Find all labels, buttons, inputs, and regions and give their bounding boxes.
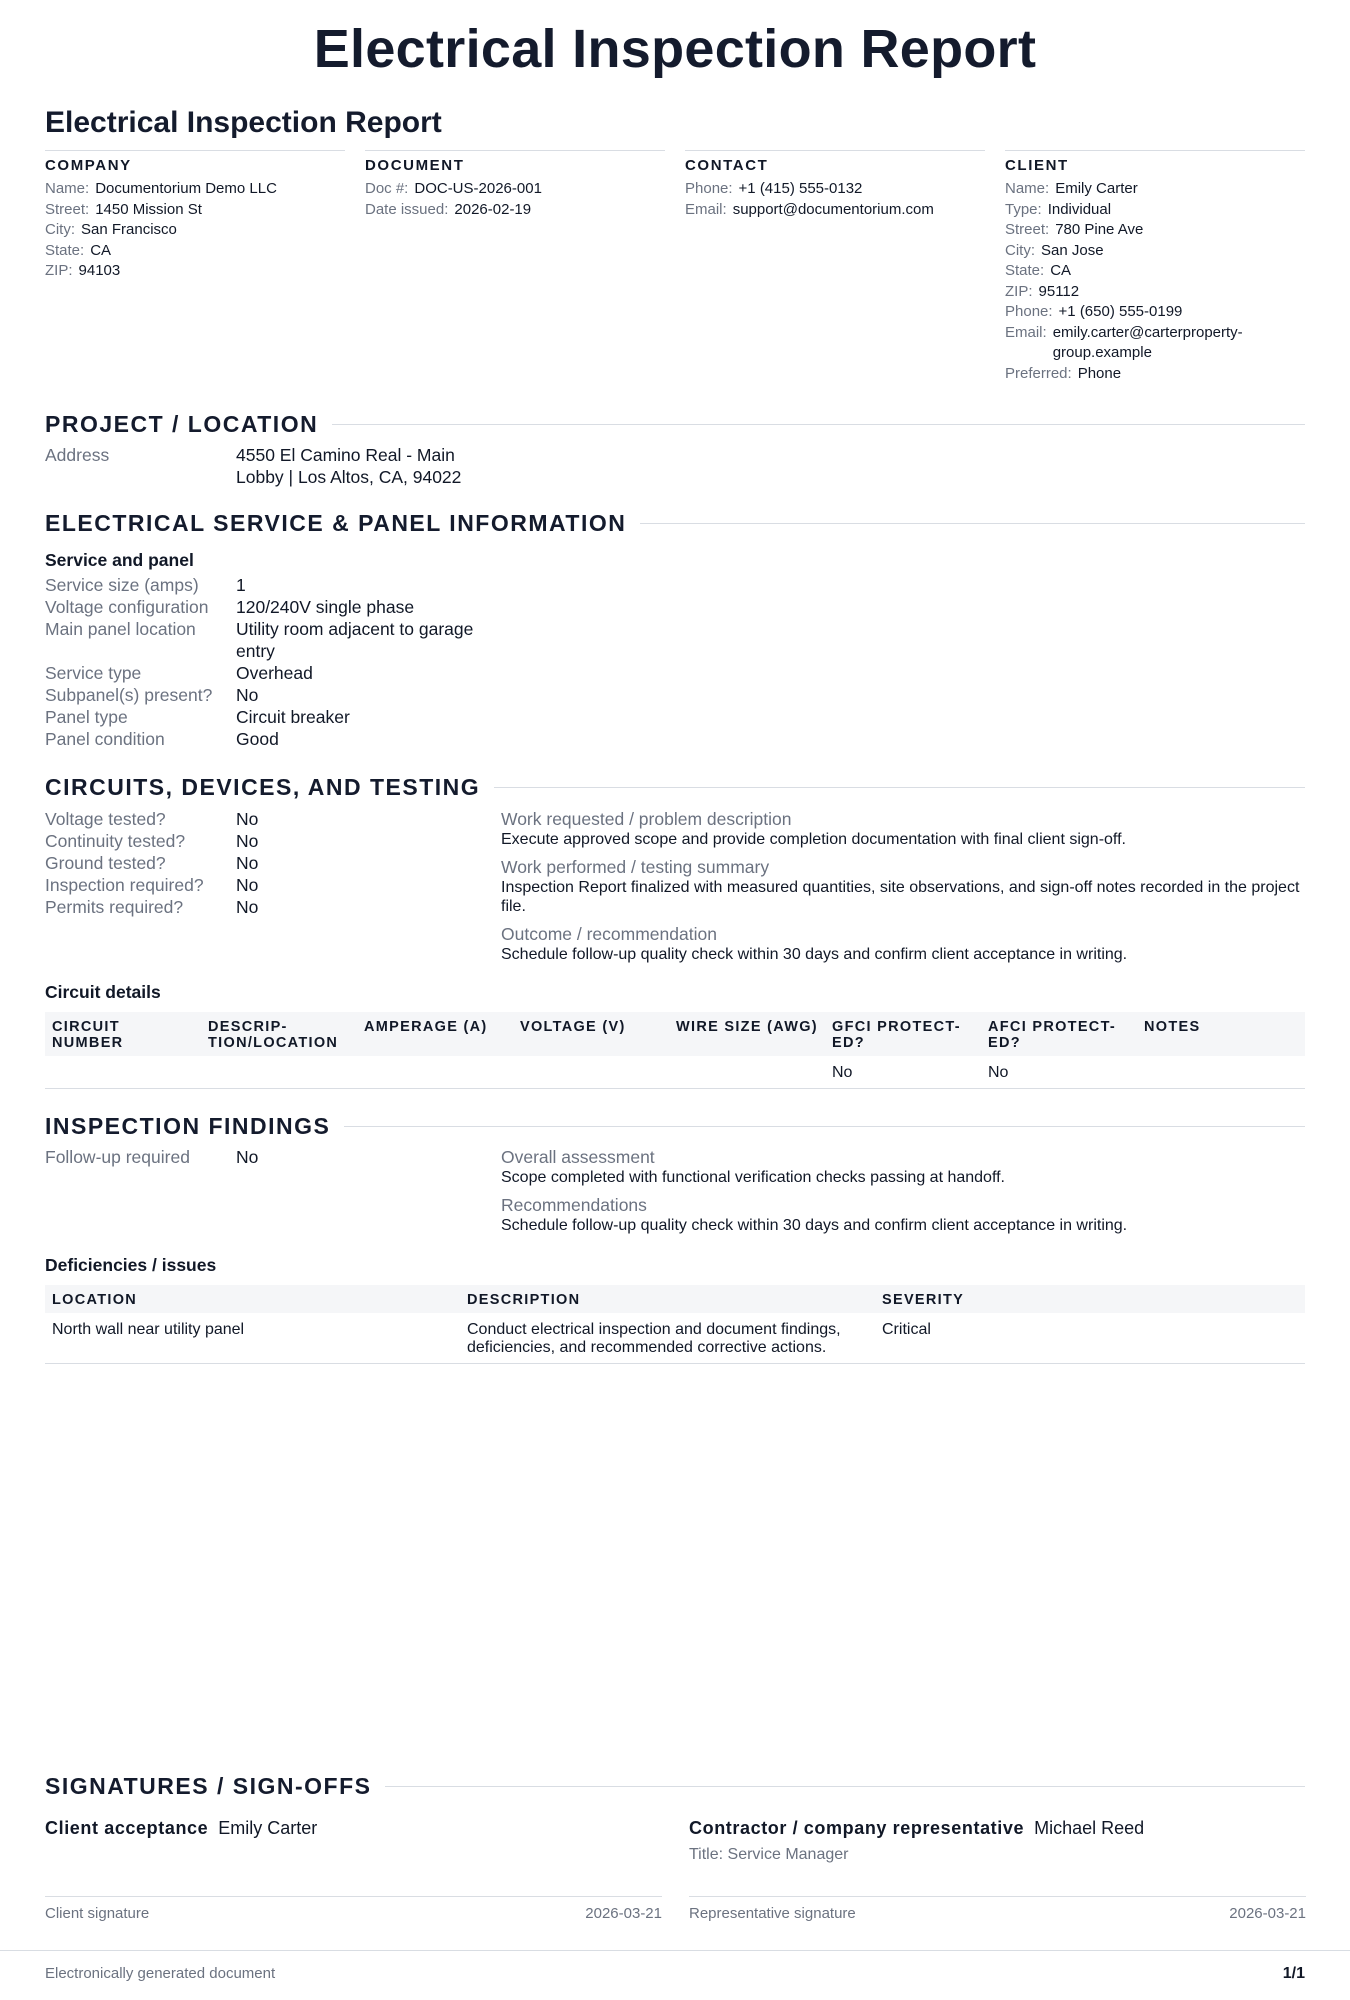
client-city-row [1005, 241, 1305, 262]
work-requested-text: Execute approved scope and provide completion documentation with final client sign-off. [501, 831, 1126, 848]
contractor-role-label: Contractor / company representative [689, 1818, 1025, 1838]
contact-email-value: support@documentorium.com [732, 200, 934, 218]
continuity-tested-value: No [236, 831, 259, 851]
notes-cell [1137, 1056, 1305, 1089]
ground-tested-label: Ground tested? [45, 853, 166, 873]
amperage-cell [357, 1056, 513, 1089]
testing-fields [45, 808, 498, 918]
permits-required-row [45, 896, 498, 918]
inspection-required-label: Inspection required? [45, 875, 204, 895]
findings-section-heading [45, 1113, 1305, 1140]
circuit-notes [501, 808, 1306, 971]
ground-tested-value: No [236, 853, 259, 873]
date-issued-row [365, 200, 665, 221]
signatures-heading-text: SIGNATURES / SIGN-OFFS [45, 1773, 372, 1799]
client-zip-label: ZIP: [1005, 282, 1033, 300]
page-footer [0, 1950, 1350, 1982]
client-city-value: San Jose [1041, 241, 1104, 259]
date-issued-label: Date issued: [365, 200, 449, 218]
signatures-section-heading [45, 1773, 1305, 1800]
representative-signature-label: Representative signature [689, 1905, 856, 1922]
section-rule [494, 787, 1305, 788]
service-fields [45, 574, 498, 750]
continuity-tested-row [45, 830, 498, 852]
doc-number-label: Doc #: [365, 180, 409, 197]
amperage-header: AMPERAGE (A) [357, 1012, 513, 1056]
service-size-row [45, 574, 498, 596]
client-phone-value: +1 (650) 555-0199 [1058, 303, 1183, 320]
report-subtitle: Electrical Inspection Report [45, 106, 442, 139]
client-state-row [1005, 261, 1305, 282]
circuit-number-cell [45, 1056, 201, 1089]
gfci-cell: No [825, 1056, 981, 1089]
company-state-value: CA [90, 241, 112, 259]
description-location-cell [201, 1056, 357, 1089]
client-signature-block [45, 1818, 662, 1839]
work-requested-label: Work requested / problem description [501, 809, 792, 829]
voltage-header: VOLTAGE (V) [513, 1012, 669, 1056]
afci-header: AFCI PROTECT-ED? [981, 1012, 1137, 1056]
client-state-value: CA [1050, 262, 1072, 279]
voltage-tested-row [45, 808, 498, 830]
project-section-heading [45, 411, 1305, 438]
company-name-label: Name: [45, 180, 90, 197]
client-street-row [1005, 220, 1305, 241]
company-column [45, 150, 345, 384]
contact-email-row [685, 200, 985, 221]
service-type-value: Overhead [236, 663, 313, 683]
client-type-value: Individual [1047, 200, 1112, 218]
date-issued-value: 2026-02-19 [454, 200, 532, 218]
client-phone-label: Phone: [1005, 303, 1053, 320]
client-street-label: Street: [1005, 221, 1050, 238]
service-size-value: 1 [236, 575, 246, 595]
client-signature-line [45, 1896, 662, 1922]
company-name-value: Documentorium Demo LLC [95, 180, 277, 197]
client-type-row [1005, 200, 1305, 221]
project-address-label: Address [45, 445, 110, 465]
client-city-label: City: [1005, 241, 1035, 259]
panel-type-value: Circuit breaker [236, 707, 350, 727]
service-type-label: Service type [45, 663, 142, 683]
representative-signature-date: 2026-03-21 [1229, 1905, 1306, 1922]
client-type-label: Type: [1005, 200, 1042, 218]
document-column [365, 150, 665, 384]
circuit-number-header: CIRCUIT NUMBER [45, 1012, 201, 1056]
circuit-details-table [45, 1012, 1305, 1089]
ground-tested-row [45, 852, 498, 874]
document-title: Electrical Inspection Report [313, 19, 1037, 79]
project-address-row [45, 444, 498, 488]
document-heading: DOCUMENT [365, 157, 465, 174]
voltage-cell [513, 1056, 669, 1089]
panel-type-row [45, 706, 498, 728]
panel-type-label: Panel type [45, 707, 128, 727]
permits-required-label: Permits required? [45, 897, 184, 917]
project-heading-text: PROJECT / LOCATION [45, 411, 319, 437]
service-section-heading [45, 510, 1305, 537]
doc-number-row [365, 179, 665, 200]
client-phone-row [1005, 302, 1305, 323]
subpanel-value: No [236, 685, 259, 705]
contact-heading: CONTACT [685, 157, 769, 174]
client-heading: CLIENT [1005, 157, 1069, 174]
inspection-required-row [45, 874, 498, 896]
voltage-config-value: 120/240V single phase [236, 597, 415, 617]
company-city-label: City: [45, 221, 75, 238]
circuit-table-header-row [45, 1012, 1305, 1056]
contact-phone-value: +1 (415) 555-0132 [738, 180, 863, 197]
location-cell: North wall near utility panel [45, 1313, 460, 1364]
client-name-label: Name: [1005, 180, 1050, 197]
severity-header: SEVERITY [875, 1285, 1305, 1313]
overall-assessment-label: Overall assessment [501, 1147, 655, 1167]
client-preferred-value: Phone [1077, 364, 1122, 382]
contact-phone-label: Phone: [685, 180, 733, 197]
wire-size-header: WIRE SIZE (AWG) [669, 1012, 825, 1056]
wire-size-cell [669, 1056, 825, 1089]
findings-notes [501, 1146, 1306, 1242]
table-row [45, 1056, 1305, 1089]
voltage-tested-value: No [236, 809, 259, 829]
severity-cell: Critical [875, 1313, 1305, 1364]
permits-required-value: No [236, 897, 259, 917]
project-address-value: 4550 El Camino Real - Main Lobby | Los Altos, CA, 94022 [236, 445, 462, 487]
outcome-text: Schedule follow-up quality check within 30 days and confirm client acceptance in writing. [501, 946, 1128, 963]
circuits-section-heading [45, 774, 1305, 801]
description-header: DESCRIPTION [460, 1285, 875, 1313]
location-header: LOCATION [45, 1285, 460, 1313]
company-zip-label: ZIP: [45, 262, 73, 279]
company-street-row [45, 200, 345, 221]
client-signature-label: Client signature [45, 1905, 150, 1922]
company-heading: COMPANY [45, 157, 132, 174]
circuits-heading-text: CIRCUITS, DEVICES, AND TESTING [45, 774, 481, 800]
continuity-tested-label: Continuity tested? [45, 831, 186, 851]
contact-email-label: Email: [685, 200, 727, 218]
client-zip-value: 95112 [1038, 282, 1080, 300]
company-street-value: 1450 Mission St [95, 200, 202, 218]
main-panel-location-value: Utility room adjacent to garage entry [236, 619, 474, 661]
voltage-config-label: Voltage configuration [45, 597, 209, 617]
overall-assessment-text: Scope completed with functional verification checks passing at handoff. [501, 1169, 1005, 1186]
subpanel-row [45, 684, 498, 706]
section-rule [640, 523, 1305, 524]
deficiencies-header-row [45, 1285, 1305, 1313]
company-name-row [45, 179, 345, 200]
work-performed-text: Inspection Report finalized with measured quantities, site observations, and sign-off notes recorded in the project file. [501, 879, 1300, 915]
follow-up-row [45, 1146, 498, 1168]
client-preferred-row [1005, 364, 1305, 385]
subpanel-label: Subpanel(s) present? [45, 685, 213, 705]
service-size-label: Service size (amps) [45, 575, 199, 595]
deficiencies-table [45, 1285, 1305, 1364]
voltage-tested-label: Voltage tested? [45, 809, 166, 829]
client-email-row [1005, 323, 1305, 364]
follow-up-label: Follow-up required [45, 1147, 190, 1167]
service-type-row [45, 662, 498, 684]
panel-condition-value: Good [236, 729, 279, 749]
recommendations-label: Recommendations [501, 1195, 647, 1215]
doc-number-value: DOC-US-2026-001 [414, 180, 542, 197]
panel-condition-label: Panel condition [45, 729, 165, 749]
client-email-label: Email: [1005, 323, 1047, 341]
company-street-label: Street: [45, 200, 90, 218]
voltage-config-row [45, 596, 498, 618]
service-subheading: Service and panel [45, 550, 194, 570]
outcome-label: Outcome / recommendation [501, 924, 717, 944]
recommendations-text: Schedule follow-up quality check within 30 days and confirm client acceptance in writing. [501, 1217, 1128, 1234]
gfci-header: GFCI PROTECT-ED? [825, 1012, 981, 1056]
follow-up-value: No [236, 1147, 259, 1167]
client-state-label: State: [1005, 262, 1045, 279]
company-state-row [45, 241, 345, 262]
company-city-value: San Francisco [81, 221, 177, 238]
contact-column [685, 150, 985, 384]
client-signature-date: 2026-03-21 [585, 1905, 662, 1922]
client-name-value: Emily Carter [1055, 180, 1138, 197]
page-number: 1/1 [1282, 1965, 1305, 1982]
client-email-value: emily.carter@carterproperty-group.example [1052, 323, 1243, 361]
client-name-row [1005, 179, 1305, 200]
panel-condition-row [45, 728, 498, 750]
client-preferred-label: Preferred: [1005, 364, 1072, 382]
description-cell: Conduct electrical inspection and document findings, deficiencies, and recommended corrective actions. [460, 1313, 875, 1364]
company-city-row [45, 220, 345, 241]
footer-note: Electronically generated document [45, 1965, 276, 1982]
company-zip-value: 94103 [78, 262, 121, 279]
company-zip-row [45, 261, 345, 282]
client-zip-row [1005, 282, 1305, 303]
contractor-signer-name: Michael Reed [1034, 1818, 1145, 1838]
description-location-header: DESCRIP-TION/LOCATION [201, 1012, 357, 1056]
findings-fields [45, 1146, 498, 1168]
main-panel-location-label: Main panel location [45, 619, 196, 639]
notes-header: NOTES [1137, 1012, 1305, 1056]
main-panel-location-row [45, 618, 498, 662]
afci-cell: No [981, 1056, 1137, 1089]
contractor-signature-block [689, 1818, 1306, 1864]
table-row [45, 1313, 1305, 1364]
client-column [1005, 150, 1305, 384]
circuit-details-title: Circuit details [45, 982, 161, 1002]
deficiencies-title: Deficiencies / issues [45, 1255, 217, 1275]
work-performed-label: Work performed / testing summary [501, 857, 770, 877]
section-rule [344, 1126, 1305, 1127]
client-role-label: Client acceptance [45, 1818, 209, 1838]
header-info-columns [45, 150, 1305, 384]
representative-signature-line [689, 1896, 1306, 1922]
findings-heading-text: INSPECTION FINDINGS [45, 1113, 331, 1139]
contact-phone-row [685, 179, 985, 200]
section-rule [332, 424, 1305, 425]
project-fields [45, 444, 498, 488]
client-signer-name: Emily Carter [218, 1818, 318, 1838]
service-heading-text: ELECTRICAL SERVICE & PANEL INFORMATION [45, 510, 627, 536]
inspection-required-value: No [236, 875, 259, 895]
contractor-title: Title: Service Manager [689, 1846, 849, 1863]
company-state-label: State: [45, 241, 85, 259]
client-street-value: 780 Pine Ave [1055, 221, 1144, 238]
section-rule [385, 1786, 1305, 1787]
